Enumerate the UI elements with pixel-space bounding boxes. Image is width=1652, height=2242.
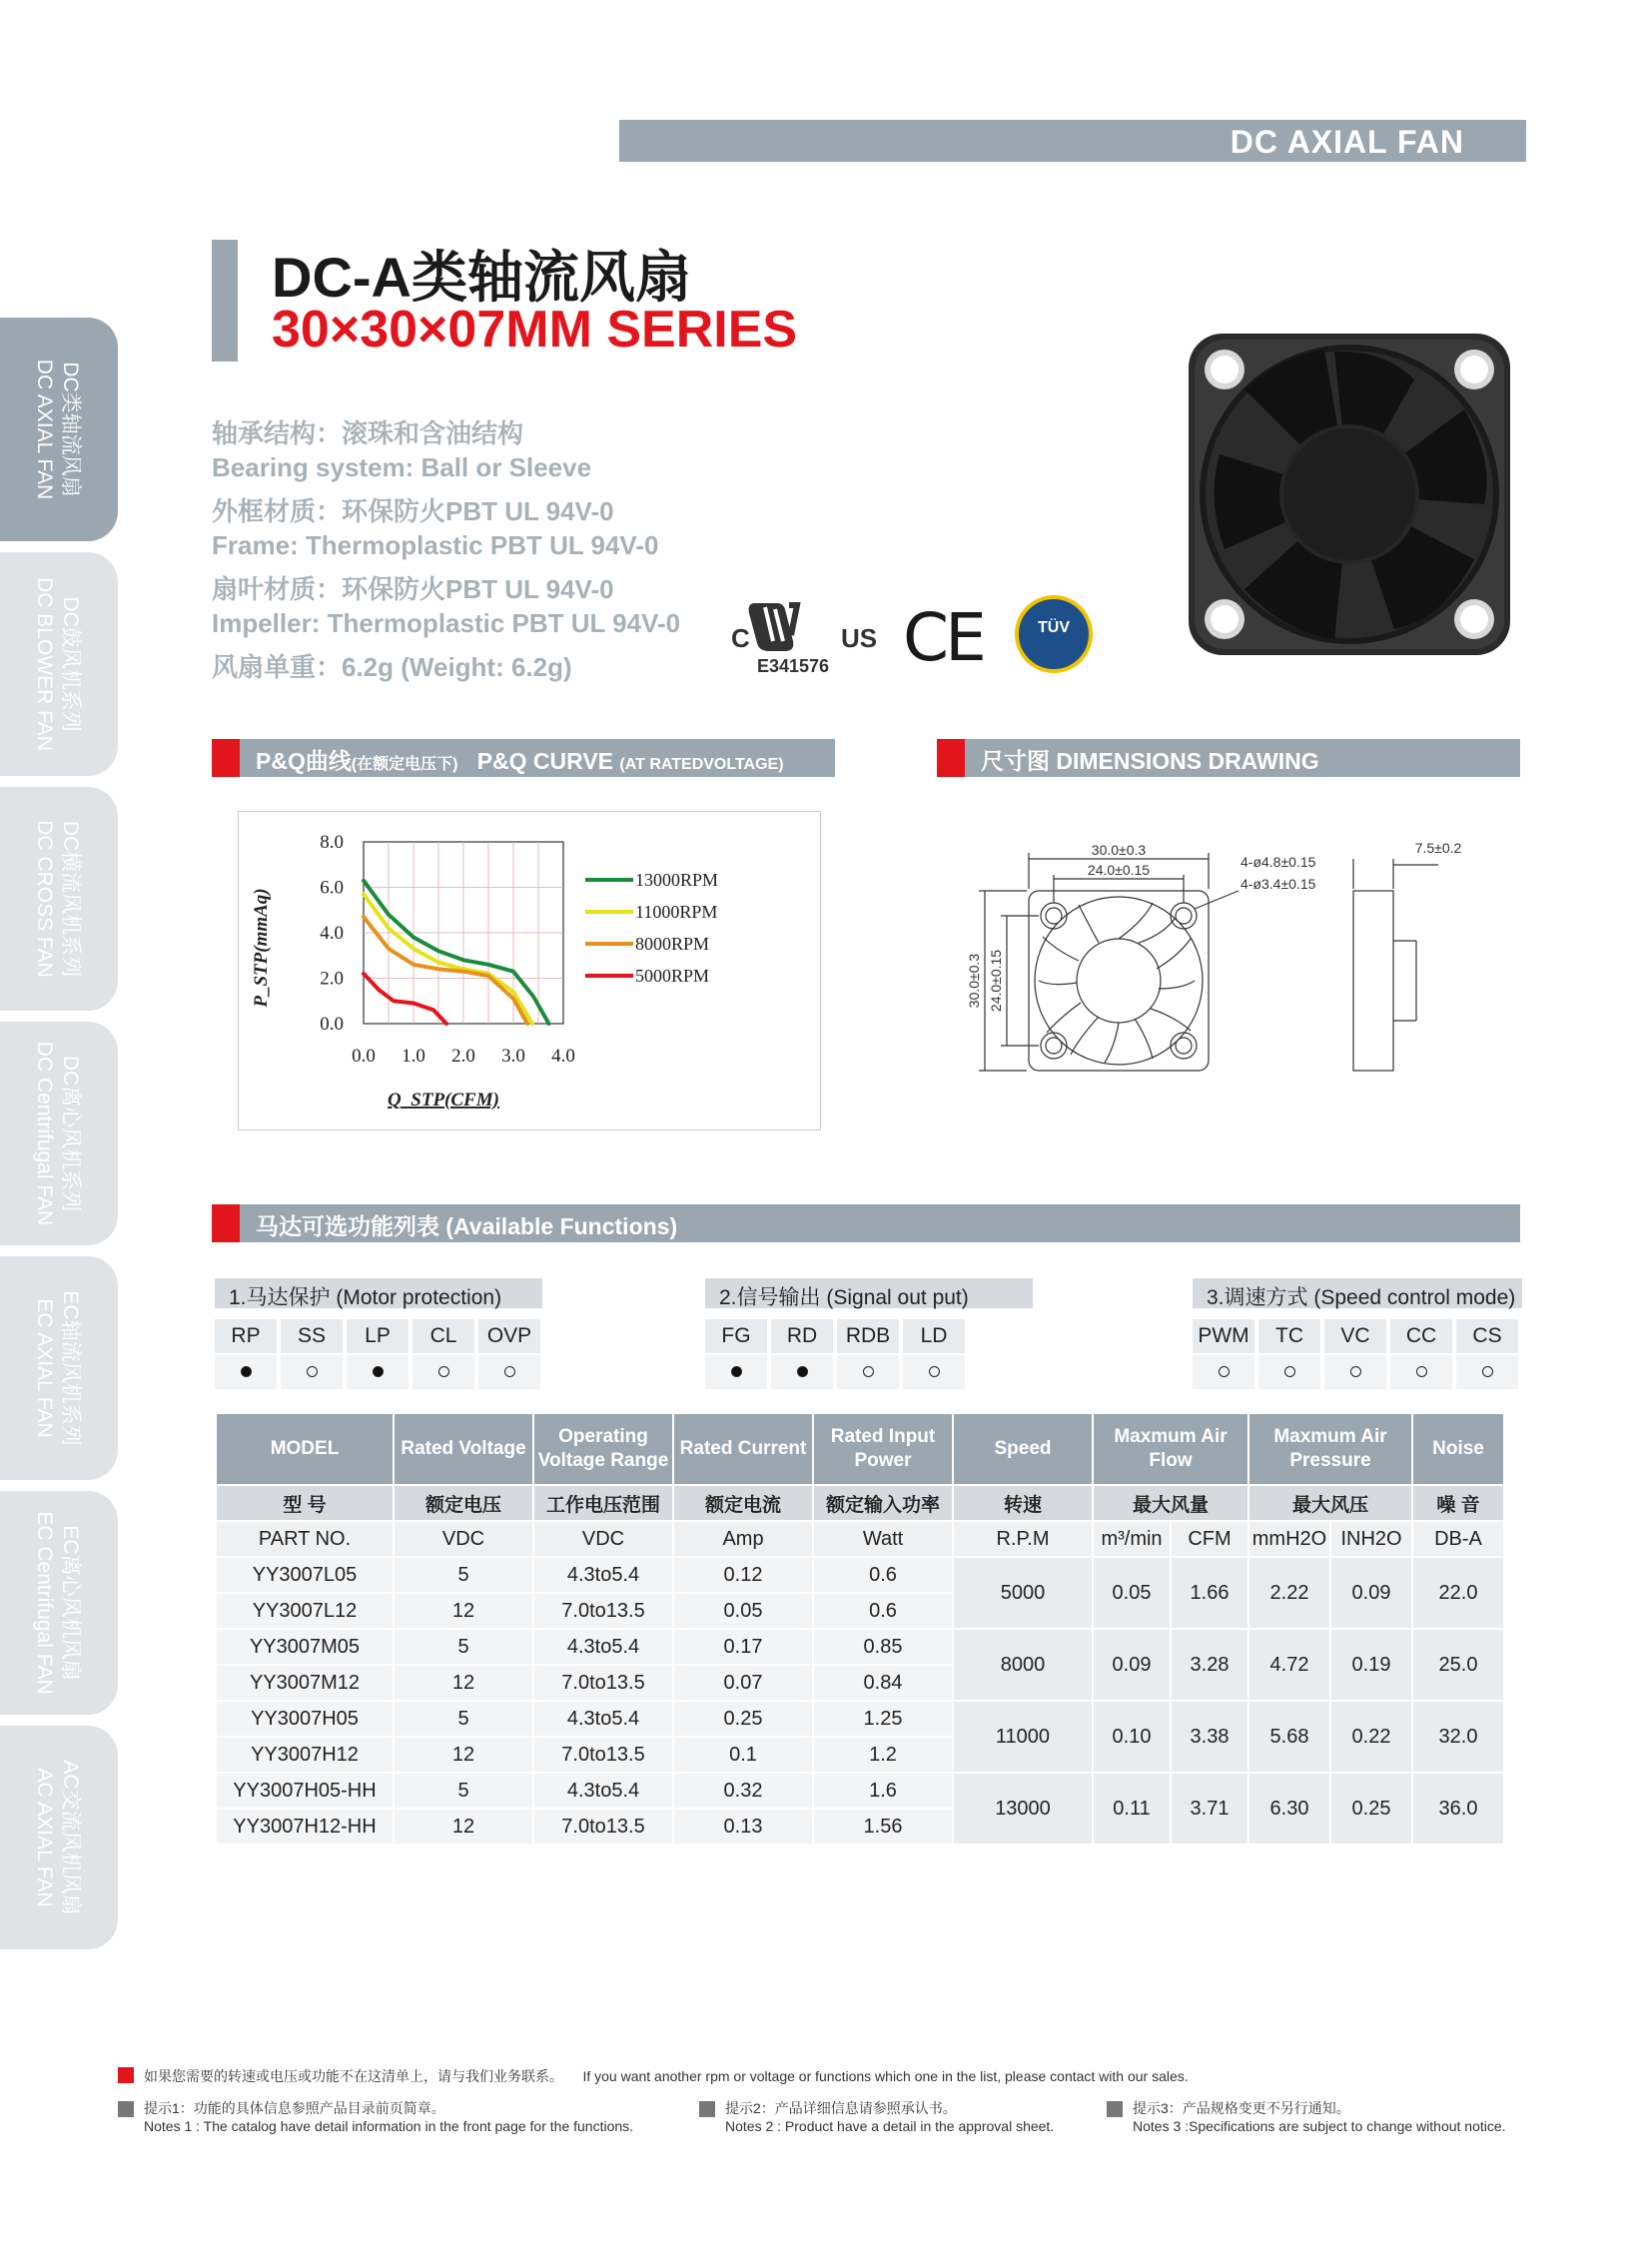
unit-rpm: R.P.M (954, 1522, 1092, 1556)
spec-weight: 风扇单重：6.2g (Weight: 6.2g) (212, 652, 572, 682)
header-rated-current: Rated Current (674, 1414, 812, 1484)
table-row (217, 1774, 1503, 1808)
y-tick-label: 0.0 (320, 1014, 344, 1035)
cell-airflow-m3: 0.10 (1094, 1702, 1170, 1772)
function-vc-indicator (1324, 1355, 1386, 1389)
pq-chart-frame (238, 811, 821, 1130)
cell-voltage: 12 (395, 1738, 532, 1772)
side-tab-label-en: EC AXIAL FAN (33, 1298, 56, 1438)
function-cl-indicator (413, 1355, 474, 1389)
cell-power: 1.2 (814, 1738, 952, 1772)
unit-watt: Watt (814, 1522, 952, 1556)
dim-outer-height: 30.0±0.3 (966, 953, 982, 1009)
function-pwm: PWM (1193, 1319, 1254, 1353)
page-title: DC-A类轴流风扇 (272, 246, 691, 309)
cell-airflow-cfm: 3.38 (1172, 1702, 1247, 1772)
cell-voltage-range: 7.0to13.5 (534, 1810, 672, 1844)
tuv-text: TÜV (1038, 619, 1070, 636)
function-cc-indicator (1390, 1355, 1452, 1389)
header-noise: Noise (1413, 1414, 1503, 1484)
cell-airflow-m3: 0.11 (1094, 1774, 1170, 1844)
cell-voltage: 12 (395, 1810, 532, 1844)
function-cs-indicator (1456, 1355, 1518, 1389)
cell-pressure-inh2o: 0.09 (1331, 1558, 1411, 1628)
function-lp: LP (347, 1319, 409, 1353)
cell-power: 0.85 (814, 1630, 952, 1664)
cell-airflow-cfm: 3.28 (1172, 1630, 1247, 1700)
title-accent-bar (212, 240, 238, 362)
cell-airflow-cfm: 1.66 (1172, 1558, 1247, 1628)
cell-voltage: 5 (395, 1774, 532, 1808)
x-tick-label: 3.0 (501, 1046, 525, 1067)
x-tick-label: 1.0 (402, 1046, 425, 1067)
cell-voltage: 5 (395, 1558, 532, 1592)
header-band (619, 120, 1526, 162)
dimensions-section-title: 尺寸图 DIMENSIONS DRAWING (981, 748, 1319, 774)
function-group-speed-control (1193, 1278, 1522, 1308)
cell-noise: 25.0 (1413, 1630, 1503, 1700)
legend-label: 11000RPM (635, 902, 718, 922)
pq-section-title (256, 743, 784, 776)
function-fg: FG (705, 1319, 767, 1353)
cell-pressure-mmh2o: 4.72 (1249, 1630, 1329, 1700)
side-tab-ac-axial-fan[interactable] (0, 1726, 118, 1949)
cell-power: 0.84 (814, 1666, 952, 1700)
spec-frame-en: Frame: Thermoplastic PBT UL 94V-0 (212, 530, 659, 560)
unit-mmh2o: mmH2O (1249, 1522, 1329, 1556)
function-ovp-indicator (478, 1355, 540, 1389)
cell-power: 1.56 (814, 1810, 952, 1844)
header-operating-voltage: Operating Voltage Range (534, 1414, 672, 1484)
cell-current: 0.32 (674, 1774, 812, 1808)
function-group-motor-protection (215, 1278, 542, 1308)
cell-power: 1.25 (814, 1702, 952, 1736)
function-pwm-indicator (1193, 1355, 1254, 1389)
function-rdb: RDB (837, 1319, 899, 1353)
cell-model: YY3007L12 (217, 1594, 393, 1628)
dim-hole-pitch-height: 24.0±0.15 (988, 949, 1004, 1013)
function-cs: CS (1456, 1319, 1518, 1353)
pq-title-en-note: (AT RATEDVOLTAGE) (619, 756, 784, 773)
table-row (217, 1702, 1503, 1736)
x-tick-label: 0.0 (352, 1046, 376, 1067)
spec-table (215, 1412, 1505, 1846)
header-cn-air-flow: 最大风量 (1094, 1486, 1247, 1520)
legend-label: 13000RPM (635, 870, 719, 890)
x-axis-label: Q_STP(CFM) (388, 1090, 499, 1111)
header-air-flow: Maxmum Air Flow (1094, 1414, 1247, 1484)
cell-model: YY3007M05 (217, 1630, 393, 1664)
unit-m3-min: m³/min (1094, 1522, 1170, 1556)
header-model: MODEL (217, 1414, 393, 1484)
cell-voltage-range: 4.3to5.4 (534, 1558, 672, 1592)
y-tick-label: 2.0 (320, 968, 344, 990)
cell-pressure-inh2o: 0.19 (1331, 1630, 1411, 1700)
cell-pressure-inh2o: 0.22 (1331, 1702, 1411, 1772)
note-marker (1107, 2101, 1123, 2117)
dim-thickness: 7.5±0.2 (1414, 840, 1462, 856)
cell-noise: 22.0 (1413, 1558, 1503, 1628)
note-marker (118, 2067, 134, 2083)
header-cn-rated-voltage: 额定电压 (395, 1486, 532, 1520)
legend-label: 8000RPM (635, 934, 710, 954)
note-3-en: Notes 3 :Specifications are subject to change without notice. (1133, 2118, 1506, 2134)
note-marker (699, 2101, 715, 2117)
side-tab-label-cn: DC横流风机系列 (59, 820, 82, 978)
function-cc: CC (1390, 1319, 1452, 1353)
spec-impeller-cn: 扇叶材质：环保防火PBT UL 94V-0 (212, 574, 614, 604)
cell-airflow-m3: 0.09 (1094, 1630, 1170, 1700)
note-main-en: If you want another rpm or voltage or functions which one in the list, please contact with our sales. (582, 2068, 1189, 2084)
header-rated-voltage: Rated Voltage (395, 1414, 532, 1484)
cell-current: 0.25 (674, 1702, 812, 1736)
ul-c-text: C (731, 623, 750, 653)
cell-pressure-mmh2o: 5.68 (1249, 1702, 1329, 1772)
ce-logo: CE (903, 599, 983, 676)
pq-title-cn-note: (在额定电压下) (351, 756, 458, 773)
header-air-pressure: Maxmum Air Pressure (1249, 1414, 1411, 1484)
y-tick-label: 8.0 (320, 832, 344, 853)
y-axis-label: P_STP(mmAq) (251, 888, 272, 1008)
note-1-cn: 提示1：功能的具体信息参照产品目录前页简章。 (144, 2100, 445, 2116)
functions-section-header (212, 1204, 1520, 1242)
cell-voltage: 12 (395, 1666, 532, 1700)
function-cl: CL (413, 1319, 474, 1353)
spec-bearing-en: Bearing system: Ball or Sleeve (212, 452, 592, 482)
note-marker (118, 2101, 134, 2117)
side-tab-label-en: DC CROSS FAN (33, 820, 56, 978)
cell-model: YY3007H12 (217, 1738, 393, 1772)
cell-current: 0.07 (674, 1666, 812, 1700)
cell-power: 1.6 (814, 1774, 952, 1808)
function-group-title: 3.调速方式 (Speed control mode) (1207, 1286, 1516, 1309)
function-ss: SS (281, 1319, 343, 1353)
function-group-title: 1.马达保护 (Motor protection) (229, 1286, 502, 1309)
cell-voltage-range: 7.0to13.5 (534, 1594, 672, 1628)
unit-vdc: VDC (395, 1522, 532, 1556)
header-cn-noise: 噪 音 (1413, 1486, 1503, 1520)
cell-model: YY3007H05 (217, 1702, 393, 1736)
side-tab-label-en: EC Centrifugal FAN (33, 1511, 56, 1695)
side-tab-dc-axial-fan[interactable] (0, 318, 118, 541)
side-tab-label-cn: DC鼓风机系列 (59, 596, 82, 732)
cell-current: 0.17 (674, 1630, 812, 1664)
side-tab-label-cn: DC离心风机系列 (59, 1055, 82, 1212)
cell-airflow-m3: 0.05 (1094, 1558, 1170, 1628)
x-tick-label: 2.0 (451, 1046, 475, 1067)
spec-frame-cn: 外框材质：环保防火PBT UL 94V-0 (212, 496, 614, 526)
note-2-cn: 提示2：产品详细信息请参照承认书。 (725, 2100, 957, 2116)
function-rd-indicator (771, 1355, 833, 1389)
cell-voltage-range: 7.0to13.5 (534, 1738, 672, 1772)
cell-speed: 13000 (954, 1774, 1092, 1844)
header-band-label: DC AXIAL FAN (1230, 124, 1464, 160)
cell-voltage: 5 (395, 1702, 532, 1736)
ul-logo (729, 595, 889, 675)
function-rp-indicator (215, 1355, 277, 1389)
function-rdb-indicator (837, 1355, 899, 1389)
unit-vdc-range: VDC (534, 1522, 672, 1556)
cell-voltage: 5 (395, 1630, 532, 1664)
cell-model: YY3007H12-HH (217, 1810, 393, 1844)
pq-chart (239, 812, 820, 1129)
spec-bearing-cn: 轴承结构：滚珠和含油结构 (212, 418, 524, 448)
fan-product-image (1185, 330, 1514, 659)
cell-current: 0.1 (674, 1738, 812, 1772)
section-marker (937, 739, 965, 777)
legend-label: 5000RPM (635, 966, 710, 986)
function-tc: TC (1258, 1319, 1320, 1353)
section-marker (212, 739, 240, 777)
pq-section-header (212, 739, 835, 777)
dim-hole-pitch-width: 24.0±0.15 (1087, 862, 1151, 878)
cell-voltage-range: 4.3to5.4 (534, 1702, 672, 1736)
cell-voltage: 12 (395, 1594, 532, 1628)
side-tab-label-cn: DC类轴流风扇 (59, 362, 82, 497)
function-tc-indicator (1258, 1355, 1320, 1389)
cell-airflow-cfm: 3.71 (1172, 1774, 1247, 1844)
cell-speed: 11000 (954, 1702, 1092, 1772)
header-cn-rated-power: 额定输入功率 (814, 1486, 952, 1520)
function-group-signal-output (705, 1278, 1033, 1308)
x-tick-label: 4.0 (551, 1046, 575, 1067)
tuv-logo (1015, 595, 1093, 673)
header-rated-power: Rated Input Power (814, 1414, 952, 1484)
cell-pressure-inh2o: 0.25 (1331, 1774, 1411, 1844)
cell-current: 0.12 (674, 1558, 812, 1592)
cell-pressure-mmh2o: 2.22 (1249, 1558, 1329, 1628)
side-tab-dc-cross-fan[interactable] (0, 787, 118, 1011)
side-tab-dc-blower-fan[interactable] (0, 552, 118, 776)
cell-noise: 36.0 (1413, 1774, 1503, 1844)
table-header-en (217, 1414, 1503, 1484)
cell-model: YY3007H05-HH (217, 1774, 393, 1808)
unit-cfm: CFM (1172, 1522, 1247, 1556)
side-tab-label-en: AC AXIAL FAN (33, 1768, 56, 1907)
table-row (217, 1630, 1503, 1664)
functions-section-title: 马达可选功能列表 (Available Functions) (256, 1213, 678, 1239)
unit-dba: DB-A (1413, 1522, 1503, 1556)
header-cn-speed: 转速 (954, 1486, 1092, 1520)
function-fg-indicator (705, 1355, 767, 1389)
note-main-cn: 如果您需要的转速或电压或功能不在这清单上，请与我们业务联系。 (144, 2068, 563, 2084)
function-vc: VC (1324, 1319, 1386, 1353)
unit-part-no: PART NO. (217, 1522, 393, 1556)
header-cn-operating-voltage: 工作电压范围 (534, 1486, 672, 1520)
side-tab-label-en: DC BLOWER FAN (33, 577, 56, 751)
function-ovp: OVP (478, 1319, 540, 1353)
cell-voltage-range: 7.0to13.5 (534, 1666, 672, 1700)
cell-power: 0.6 (814, 1594, 952, 1628)
function-ld: LD (903, 1319, 965, 1353)
header-cn-rated-current: 额定电流 (674, 1486, 812, 1520)
cell-power: 0.6 (814, 1558, 952, 1592)
cell-current: 0.13 (674, 1810, 812, 1844)
function-rp: RP (215, 1319, 277, 1353)
note-3-cn: 提示3：产品规格变更不另行通知。 (1133, 2100, 1350, 2116)
side-tab-ec-axial-fan[interactable] (0, 1256, 118, 1480)
header-speed: Speed (954, 1414, 1092, 1484)
cell-voltage-range: 4.3to5.4 (534, 1630, 672, 1664)
side-tab-dc-centrifugal-fan[interactable] (0, 1022, 118, 1245)
table-header-cn (217, 1486, 1503, 1520)
header-cn-air-pressure: 最大风压 (1249, 1486, 1411, 1520)
dimensions-drawing (939, 811, 1508, 1121)
ul-file-number: E341576 (757, 656, 830, 675)
dim-hole-small: 4-ø3.4±0.15 (1240, 876, 1316, 892)
cell-pressure-mmh2o: 6.30 (1249, 1774, 1329, 1844)
header-cn-model: 型 号 (217, 1486, 393, 1520)
pq-title-en: P&Q CURVE (476, 748, 614, 774)
series-title: 30×30×07MM SERIES (272, 301, 798, 359)
side-tab-label-cn: EC离心风机风扇 (59, 1525, 82, 1681)
function-lp-indicator (347, 1355, 409, 1389)
function-ss-indicator (281, 1355, 343, 1389)
cell-voltage-range: 4.3to5.4 (534, 1774, 672, 1808)
pq-title-cn: P&Q曲线 (256, 748, 352, 774)
side-tab-label-en: DC AXIAL FAN (33, 359, 56, 500)
cell-model: YY3007L05 (217, 1558, 393, 1592)
section-marker (212, 1204, 240, 1242)
ul-us-text: US (841, 623, 878, 653)
unit-inh2o: INH2O (1331, 1522, 1411, 1556)
cell-speed: 8000 (954, 1630, 1092, 1700)
side-tab-label-en: DC Centrifugal FAN (33, 1041, 56, 1226)
cell-noise: 32.0 (1413, 1702, 1503, 1772)
side-tab-label-cn: AC交流风机风扇 (59, 1760, 82, 1915)
note-2-en: Notes 2 : Product have a detail in the approval sheet. (725, 2118, 1055, 2134)
dim-outer-width: 30.0±0.3 (1091, 842, 1147, 858)
unit-amp: Amp (674, 1522, 812, 1556)
y-tick-label: 6.0 (320, 877, 344, 899)
dimensions-section-header (937, 739, 1520, 777)
table-units-row (217, 1522, 1503, 1556)
table-row (217, 1558, 1503, 1592)
spec-impeller-en: Impeller: Thermoplastic PBT UL 94V-0 (212, 608, 681, 638)
dim-hole-big: 4-ø4.8±0.15 (1240, 854, 1316, 870)
side-tab-ec-centrifugal-fan[interactable] (0, 1491, 118, 1715)
cell-current: 0.05 (674, 1594, 812, 1628)
cell-speed: 5000 (954, 1558, 1092, 1628)
function-rd: RD (771, 1319, 833, 1353)
function-group-title: 2.信号输出 (Signal out put) (719, 1286, 969, 1309)
side-tab-label-cn: EC轴流风机系列 (59, 1290, 82, 1446)
function-ld-indicator (903, 1355, 965, 1389)
cell-model: YY3007M12 (217, 1666, 393, 1700)
note-1-en: Notes 1 : The catalog have detail information in the front page for the functions. (144, 2118, 634, 2134)
y-tick-label: 4.0 (320, 923, 344, 944)
note-main (144, 2066, 1189, 2086)
